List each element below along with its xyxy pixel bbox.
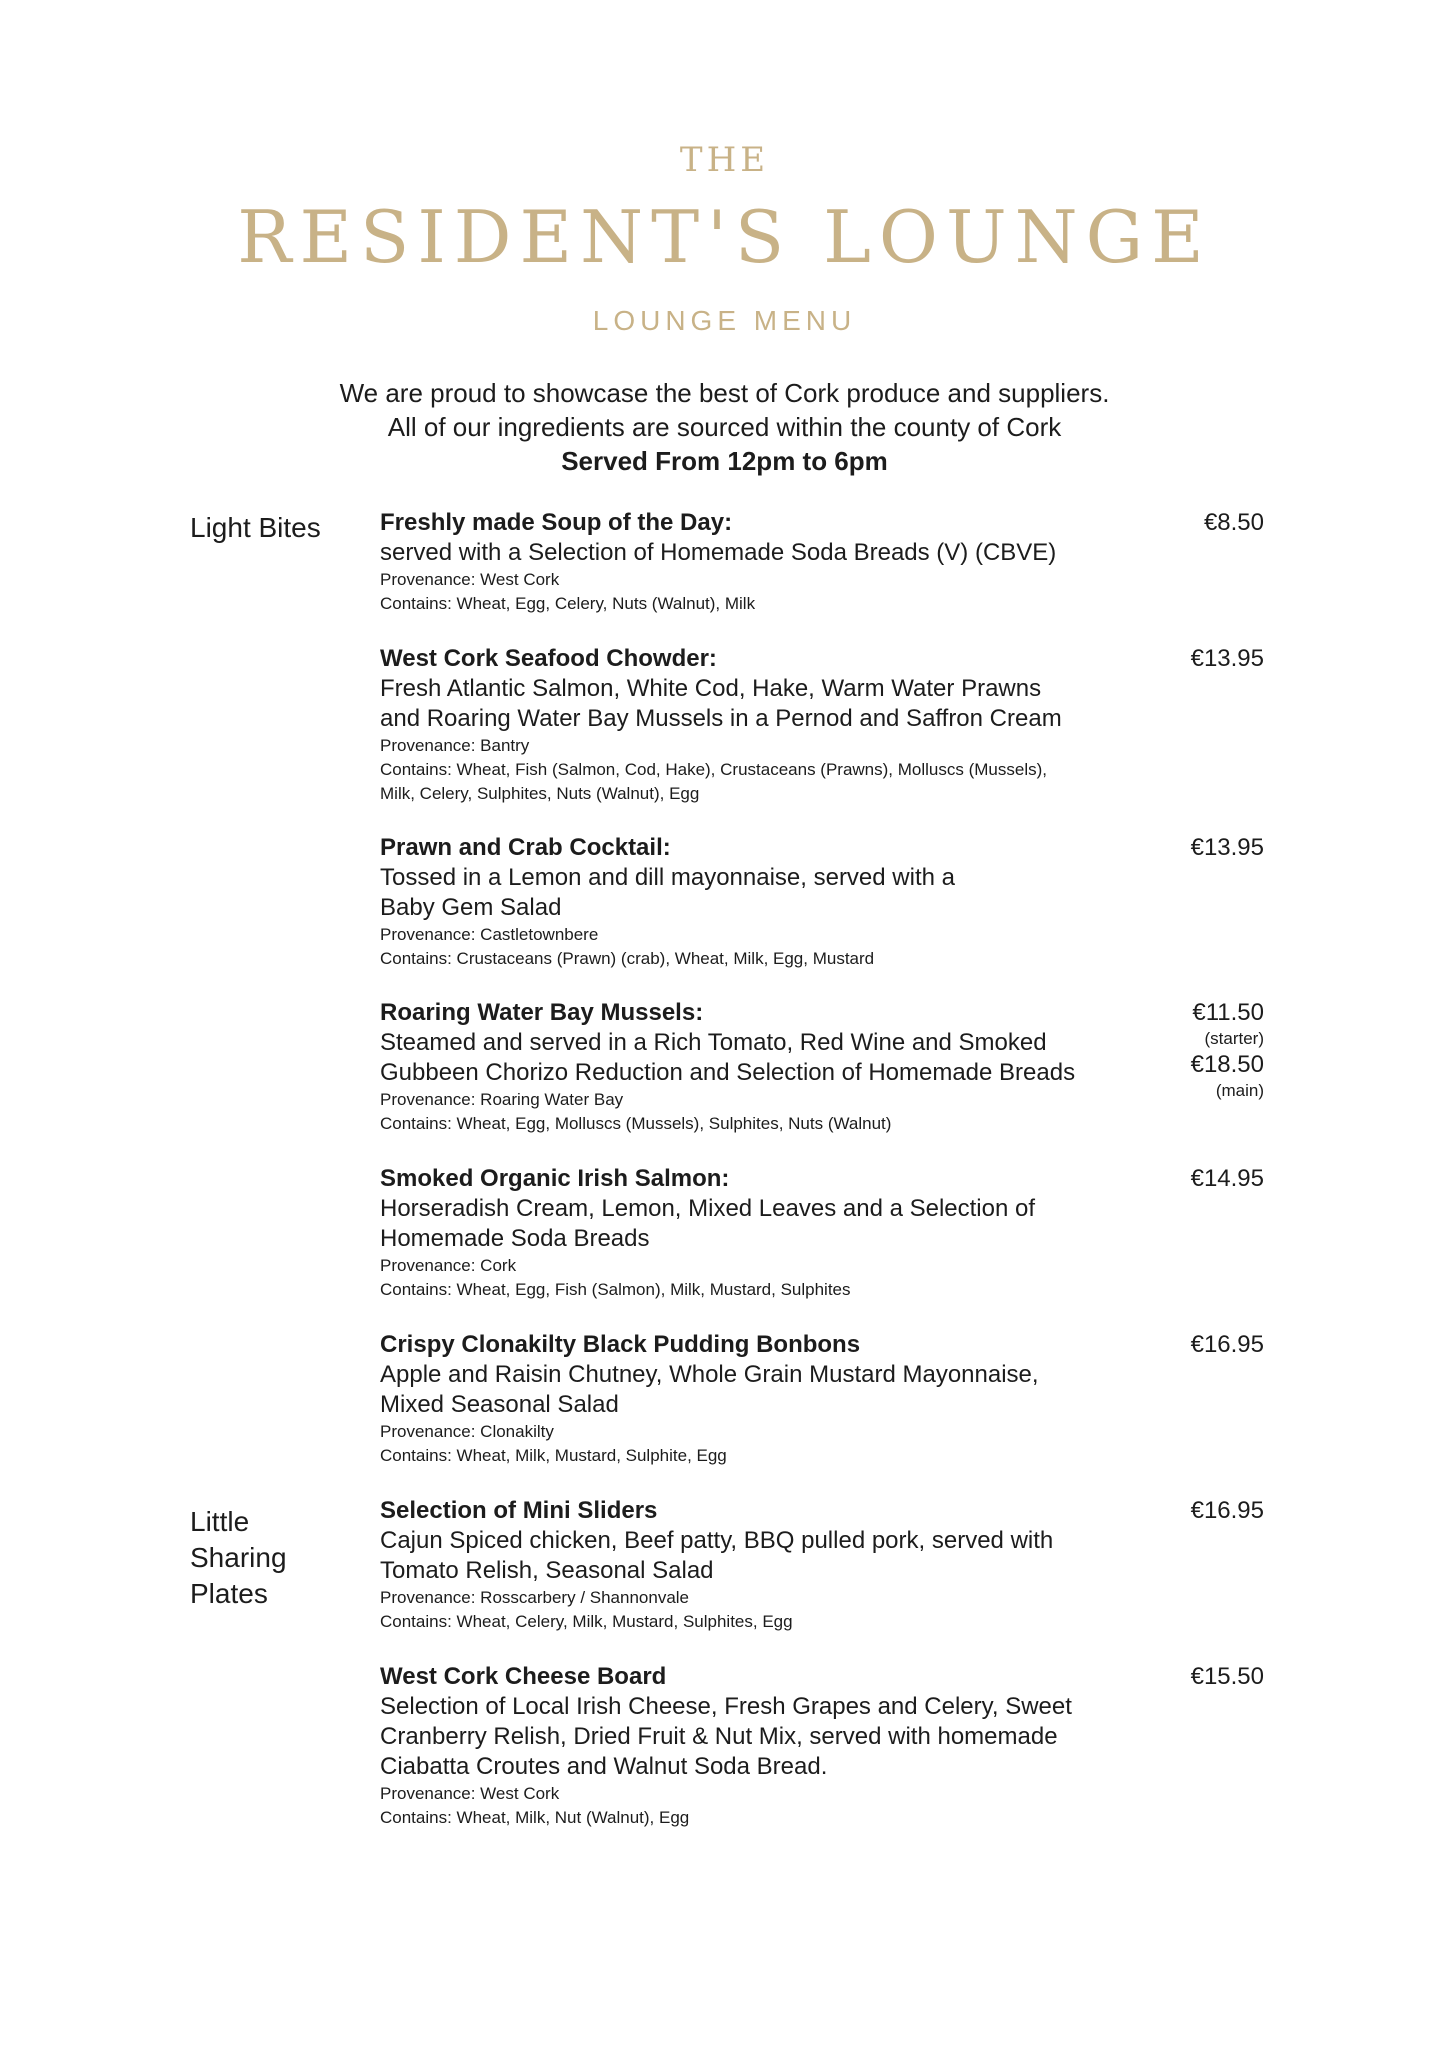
item-price <box>1160 833 1264 863</box>
item-allergens: Contains: Wheat, Celery, Milk, Mustard, Sulphites, Egg <box>380 1612 793 1631</box>
menu-subtitle: LOUNGE MENU <box>592 305 857 336</box>
price-note: (starter) <box>1204 1029 1264 1048</box>
item-price <box>1160 1496 1264 1526</box>
item-name: Selection of Mini Sliders <box>380 1497 658 1524</box>
item-description: Tossed in a Lemon and dill mayonnaise, served with a <box>380 864 955 891</box>
item-description: and Roaring Water Bay Mussels in a Pernod and Saffron Cream <box>380 705 1062 732</box>
item-description: Ciabatta Croutes and Walnut Soda Bread. <box>380 1753 828 1780</box>
item-allergens: Contains: Wheat, Egg, Molluscs (Mussels), Sulphites, Nuts (Walnut) <box>380 1114 892 1133</box>
menu-item-cheese-board <box>380 1662 1160 1830</box>
item-name: West Cork Seafood Chowder: <box>380 645 717 672</box>
menu-item-sliders <box>380 1496 1160 1634</box>
item-allergens: Contains: Crustaceans (Prawn) (crab), Wheat, Milk, Egg, Mustard <box>380 949 875 968</box>
item-provenance: Provenance: Cork <box>380 1256 517 1275</box>
item-description: served with a Selection of Homemade Soda Breads (V) (CBVE) <box>380 539 1057 566</box>
section-light-bites: Light Bites <box>190 512 321 543</box>
item-description: Baby Gem Salad <box>380 894 562 921</box>
price-value: €16.95 <box>1190 1497 1264 1524</box>
item-provenance: Provenance: Rosscarbery / Shannonvale <box>380 1588 690 1607</box>
item-name: Freshly made Soup of the Day: <box>380 509 733 536</box>
section-label-line: Sharing <box>190 1542 287 1573</box>
item-description: Apple and Raisin Chutney, Whole Grain Mustard Mayonnaise, <box>380 1361 1039 1388</box>
price-value: €13.95 <box>1190 645 1264 672</box>
item-provenance: Provenance: Roaring Water Bay <box>380 1090 624 1109</box>
menu-item-soup <box>380 508 1160 616</box>
item-name: West Cork Cheese Board <box>380 1663 667 1690</box>
section-little-sharing-plates <box>190 1504 287 1612</box>
item-provenance: Provenance: Bantry <box>380 736 530 755</box>
price-value: €13.95 <box>1190 834 1264 861</box>
intro <box>0 376 1449 478</box>
item-description: Tomato Relish, Seasonal Salad <box>380 1557 714 1584</box>
section-label-line: Little <box>190 1506 250 1537</box>
item-allergens: Contains: Wheat, Fish (Salmon, Cod, Hake), Crustaceans (Prawns), Molluscs (Mussels), <box>380 760 1047 779</box>
item-name: Prawn and Crab Cocktail: <box>380 834 671 861</box>
brand-the: THE <box>679 140 770 180</box>
item-price <box>1160 1330 1264 1360</box>
item-price <box>1160 1164 1264 1194</box>
item-provenance: Provenance: West Cork <box>380 1784 560 1803</box>
price-value: €11.50 <box>1192 999 1264 1026</box>
price-value: €16.95 <box>1190 1331 1264 1358</box>
item-allergens: Contains: Wheat, Egg, Fish (Salmon), Milk, Mustard, Sulphites <box>380 1280 851 1299</box>
item-description: Cajun Spiced chicken, Beef patty, BBQ pulled pork, served with <box>380 1527 1054 1554</box>
price-value: €15.50 <box>1190 1663 1264 1690</box>
menu-item-salmon <box>380 1164 1160 1302</box>
item-name: Smoked Organic Irish Salmon: <box>380 1165 730 1192</box>
brand-name: RESIDENT'S LOUNGE <box>237 195 1212 279</box>
item-description: Fresh Atlantic Salmon, White Cod, Hake, Warm Water Prawns <box>380 675 1042 702</box>
item-description: Steamed and served in a Rich Tomato, Red Wine and Smoked <box>380 1029 1047 1056</box>
menu-item-chowder <box>380 644 1160 806</box>
item-description: Mixed Seasonal Salad <box>380 1391 619 1418</box>
item-description: Cranberry Relish, Dried Fruit & Nut Mix, served with homemade <box>380 1723 1058 1750</box>
item-name: Crispy Clonakilty Black Pudding Bonbons <box>380 1331 861 1358</box>
item-description: Gubbeen Chorizo Reduction and Selection of Homemade Breads <box>380 1059 1076 1086</box>
item-price <box>1160 644 1264 674</box>
item-name: Roaring Water Bay Mussels: <box>380 999 704 1026</box>
item-description: Horseradish Cream, Lemon, Mixed Leaves and a Selection of <box>380 1195 1036 1222</box>
service-hours: Served From 12pm to 6pm <box>561 446 888 476</box>
menu-item-bonbons <box>380 1330 1160 1468</box>
item-price <box>1160 1662 1264 1692</box>
intro-line-2: All of our ingredients are sourced within the county of Cork <box>387 412 1062 442</box>
item-provenance: Provenance: Clonakilty <box>380 1422 554 1441</box>
item-provenance: Provenance: Castletownbere <box>380 925 599 944</box>
item-description: Selection of Local Irish Cheese, Fresh Grapes and Celery, Sweet <box>380 1693 1072 1720</box>
price-note: (main) <box>1215 1081 1264 1100</box>
price-value: €8.50 <box>1203 509 1264 536</box>
price-value: €14.95 <box>1190 1165 1264 1192</box>
section-label-line: Plates <box>190 1578 268 1609</box>
item-allergens: Contains: Wheat, Milk, Nut (Walnut), Egg <box>380 1808 690 1827</box>
menu-item-mussels <box>380 998 1160 1136</box>
item-description: Homemade Soda Breads <box>380 1225 650 1252</box>
item-provenance: Provenance: West Cork <box>380 570 560 589</box>
item-allergens: Contains: Wheat, Milk, Mustard, Sulphite, Egg <box>380 1446 727 1465</box>
item-price <box>1160 998 1264 1102</box>
item-allergens: Milk, Celery, Sulphites, Nuts (Walnut), Egg <box>380 784 700 803</box>
intro-line-1: We are proud to showcase the best of Cork produce and suppliers. <box>339 378 1110 408</box>
item-allergens: Contains: Wheat, Egg, Celery, Nuts (Walnut), Milk <box>380 594 756 613</box>
price-value: €18.50 <box>1190 1051 1264 1078</box>
menu-item-prawn-crab <box>380 833 1160 971</box>
item-price <box>1160 508 1264 538</box>
